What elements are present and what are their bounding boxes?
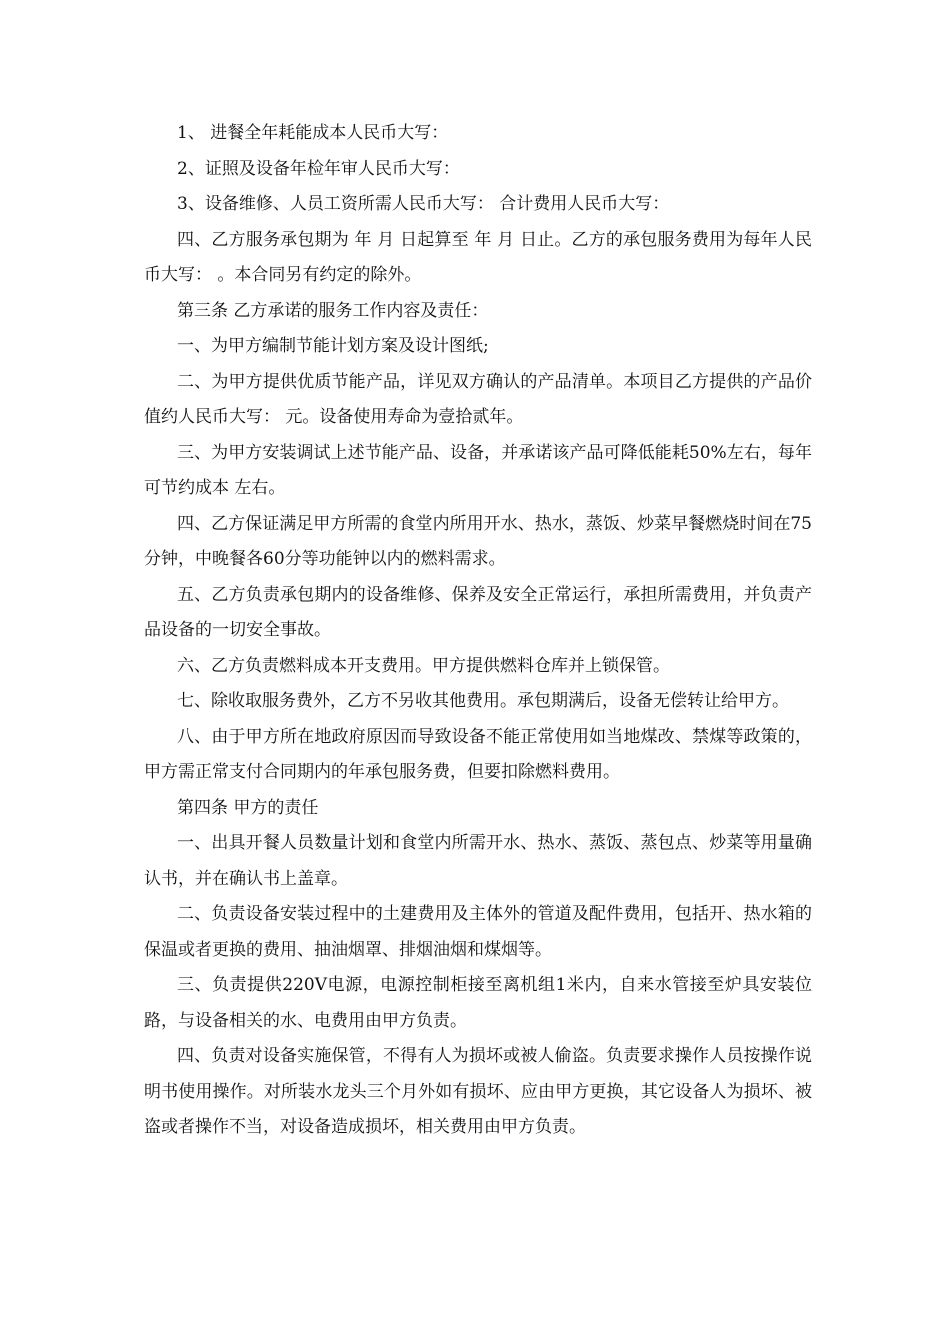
paragraph-2: 2、证照及设备年检年审人民币大写： — [177, 158, 460, 179]
paragraph-9: 四、乙方保证满足甲方所需的食堂内所用开水、热水，蒸饭、炒菜早餐燃烧时间在75分钟，中晚餐各60分等功能钟以内的燃料需求。 — [144, 513, 812, 569]
paragraph-1: 1、 进餐全年耗能成本人民币大写： — [177, 123, 449, 143]
paragraph-16: 二、负责设备安装过程中的土建费用及主体外的管道及配件费用，包括开、热水箱的保温或者更换的费用、抽油烟罩、排烟油烟和煤烟等。 — [144, 904, 812, 960]
paragraph-4: 四、乙方服务承包期为 年 月 日起算至 年 月 日止。乙方的承包服务费用为每年人民币大写： 。本合同另有约定的除外。 — [144, 229, 812, 285]
paragraph-7: 二、为甲方提供优质节能产品，详见双方确认的产品清单。本项目乙方提供的产品价值约人民币大写： 元。设备使用寿命为壹拾贰年。 — [144, 371, 812, 427]
paragraph-12: 七、除收取服务费外，乙方不另收其他费用。承包期满后，设备无偿转让给甲方。 — [177, 691, 789, 711]
paragraph-17: 三、负责提供220V电源，电源控制柜接至离机组1米内，自来水管接至炉具安装位路，与设备相关的水、电费用由甲方负责。 — [144, 975, 812, 1031]
paragraph-10: 五、乙方负责承包期内的设备维修、保养及安全正常运行，承担所需费用，并负责产品设备的一切安全事故。 — [144, 584, 812, 640]
paragraph-3: 3、设备维修、人员工资所需人民币大写： 合计费用人民币大写： — [177, 194, 670, 214]
section-heading-article-4: 第四条 甲方的责任 — [177, 797, 319, 818]
paragraph-8: 三、为甲方安装调试上述节能产品、设备，并承诺该产品可降低能耗50%左右，每年可节约成本 左右。 — [144, 442, 812, 498]
paragraph-18: 四、负责对设备实施保管，不得有人为损坏或被人偷盗。负责要求操作人员按操作说明书使用操作。对所装水龙头三个月外如有损坏、应由甲方更换，其它设备人为损坏、被盗或者操作不当，对设备造成损坏，相关费用由甲方负责。 — [144, 1046, 812, 1137]
paragraph-11: 六、乙方负责燃料成本开支费用。甲方提供燃料仓库并上锁保管。 — [177, 655, 670, 676]
document-body — [144, 116, 812, 1146]
paragraph-15: 一、出具开餐人员数量计划和食堂内所需开水、热水、蒸饭、蒸包点、炒菜等用量确认书，并在确认书上盖章。 — [144, 833, 812, 889]
paragraph-6: 一、为甲方编制节能计划方案及设计图纸; — [177, 336, 489, 356]
section-heading-article-3: 第三条 乙方承诺的服务工作内容及责任： — [177, 300, 489, 321]
paragraph-13: 八、由于甲方所在地政府原因而导致设备不能正常使用如当地煤改、禁煤等政策的，甲方需正常支付合同期内的年承包服务费，但要扣除燃料费用。 — [144, 726, 812, 782]
